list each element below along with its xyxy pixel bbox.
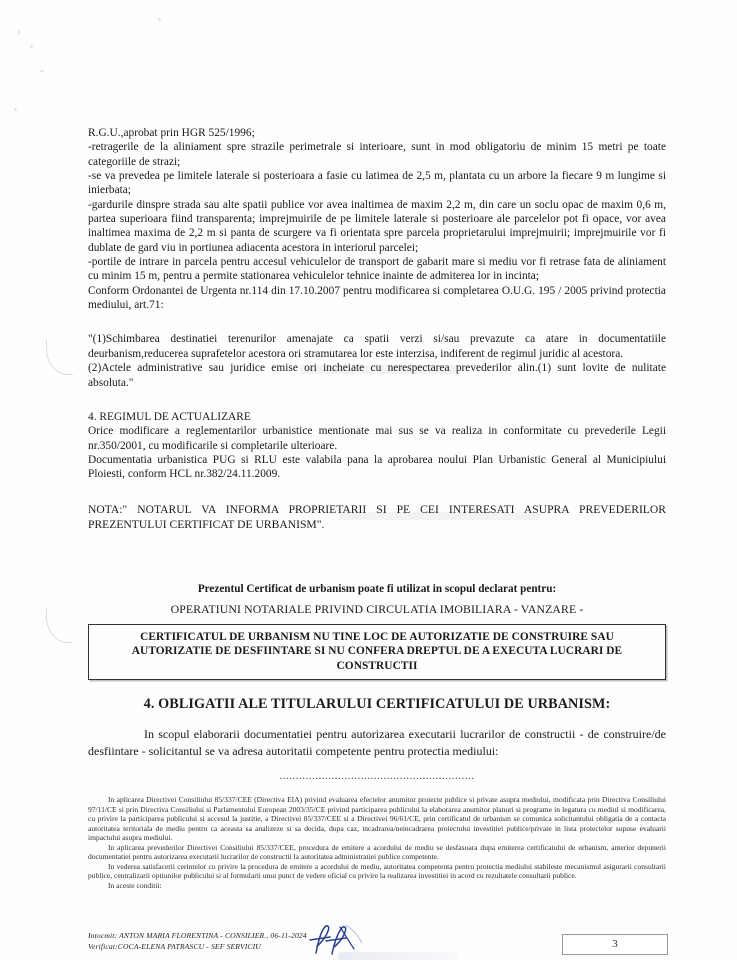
quote-line: "(1)Schimbarea destinatiei terenurilor amenajate ca spatii verzi si/sau prevazute ca atare in documentatiile deurbanism,reducerea suprafetelor acestora ori stramutarea lor este interzisa, indiferent de regimul juridic al acestora.: [88, 333, 666, 360]
section-heading: 4. REGIMUL DE ACTUALIZARE: [88, 410, 251, 423]
footer-stamp-smudge: [338, 952, 458, 960]
legal-quote-block: [88, 332, 666, 389]
fineprint-paragraph: [88, 881, 666, 891]
prepared-by-line: Intocmit: ANTON MARIA FLORENTINA - CONSILIER., 06-11-2024: [88, 931, 307, 940]
regulations-block: [88, 126, 666, 312]
fineprint-paragraph: [88, 843, 666, 862]
document-content: [88, 126, 666, 890]
dotted-fill-line: ............................................................: [279, 770, 475, 783]
quote-line: (2)Actele administrative sau juridice emise ori incheiate cu nerespectarea prevederilor alin.(1) sunt lovite de nulitate absoluta.": [88, 362, 666, 389]
scan-speck: [18, 30, 20, 35]
spacer: [88, 532, 666, 562]
verified-by-line: Verificat:COCA-ELENA PATRASCU - SEF SERVICIU: [88, 942, 261, 951]
section-regimul-actualizare: [88, 410, 666, 482]
footer-signature-lines: [88, 930, 307, 952]
section4-heading: 4. OBLIGATII ALE TITULARULUI CERTIFICATULUI DE URBANISM:: [143, 696, 611, 713]
warning-text: CERTIFICATUL DE URBANISM NU TINE LOC DE AUTORIZATIE DE CONSTRUIRE SAU AUTORIZATIE DE DESFIINTARE SI NU CONFERA DREPTUL DE A EXECUTA LUCRARI DE CONSTRUCTII: [131, 630, 623, 672]
fineprint-text: In vederea satisfacerii cerintelor cu privire la procedura de emitere a acordului de mediu, autoritatea competenta pentru protectia mediului stabileste mecanismul asigurarii consultarii publice, centralizarii optiunilor publicului si al formularii unui punct de vedere oficial cu privire la realizarea investitiei in acord cu rezultatele consultarii publice.: [88, 861, 666, 881]
spacer: [88, 562, 666, 582]
scan-margin-artifact: [46, 340, 73, 375]
spacer: [88, 312, 666, 332]
section-line: Documentatia urbanistica PUG si RLU este valabila pana la aprobarea noului Plan Urbanistic General al Municipiului Ploiesti, conform HCL nr.382/24.11.2009.: [88, 453, 666, 481]
page-footer: [88, 930, 666, 960]
warning-box: [88, 624, 666, 681]
regulation-line: -se va prevedea pe limitele laterale si posterioara a fasie cu latimea de 2,5 m, plantata cu un arbore la fiecare 9 m lungime si inierbata;: [88, 170, 666, 197]
scan-speck: [14, 108, 17, 111]
section4-paragraph-text: In scopul elaborarii documentatiei pentru autorizarea executarii lucrarilor de constructii - de construire/de desfiintare - solicitantul se va adresa autoritatii competente pentru protectia mediului:: [88, 727, 666, 758]
fineprint-text: In aplicarea prevederilor Directivei Consiliului 85/337/CEE, procedura de emitere a acordului de mediu se desfasoara dupa emiterea certificatului de urbanism, anterior depunerii documentatiei pentru autorizarea executarii lucrarilor de constructii la autoritatea administratiei publice competente.: [88, 842, 666, 862]
regulation-line: -gardurile dinspre strada sau alte spatii publice vor avea inaltimea de maxim 2,2 m, din care un soclu opac de maxim 0,6 m, partea superioara fiind transparenta; imprejmuirile de pe limitele laterale si posterioare ale parcelelor pot fi opace, vor avea inaltimea maxima de 2,2 m si panta de scurgere va fi orientata spre parcela proprietarului imprejmuirii; imprejmuirile vor fi dublate de gard viu in portiunea adiacenta acestora in interiorul parcelei;: [88, 198, 666, 254]
scan-speck: [30, 45, 33, 48]
regulation-line: Conform Ordonantei de Urgenta nr.114 din 17.10.2007 pentru modificarea si completarea O.U.G. 195 / 2005 privind protectia mediului, art.71:: [88, 284, 666, 312]
scan-speck: [40, 70, 44, 72]
fineprint-text: In aplicarea Directivei Consiliului 85/337/CEE (Directiva EIA) privind evaluarea efectelor anumitor proiecte publice si private asupra mediului, modificata prin Directiva Consiliului 97/11/CE si prin Directiva Consiliului si Parlamentului European 2003/35/CE privind participarea publicului la elaborarea anumitor planuri si programe in legatura cu mediul si modificarea, cu privire la participarea publicului si accesul la justitie, a Directivei 85/337/CEE si a Directivei 96/61/CE, prin certificatul de urbanism se comunica solicitantului obligatia de a contacta autoritatea teritoriala de mediu pentru ca aceasta sa analizeze si sa decida, dupa caz, incadrarea/neincadrarea proiectului investitiei publice/private in lista proiectelor supuse evaluarii impactului asupra mediului.: [88, 795, 666, 843]
purpose-intro: Prezentul Certificat de urbanism poate fi utilizat in scopul declarat pentru:: [197, 582, 557, 595]
purpose-value: OPERATIUNI NOTARIALE PRIVIND CIRCULATIA IMOBILIARA - VANZARE -: [170, 601, 584, 616]
page-number: 3: [612, 938, 618, 950]
fineprint-block: [88, 795, 666, 890]
regulation-line: R.G.U.,aprobat prin HGR 525/1996;: [88, 127, 255, 139]
section4-paragraph: [88, 726, 666, 759]
fineprint-paragraph: [88, 862, 666, 881]
spacer: [88, 390, 666, 410]
regulation-line: -retragerile de la aliniament spre strazile perimetrale si interioare, sunt in mod obligatoriu de minim 15 metri pe toate categoriile de strazi;: [88, 141, 666, 168]
spacer: [88, 482, 666, 502]
fineprint-text: In aceste conditii:: [108, 880, 162, 890]
nota-text: NOTA:" NOTARUL VA INFORMA PROPRIETARII SI PE CEI INTERESATI ASUPRA PREVEDERILOR PREZENTULUI CERTIFICAT DE URBANISM".: [88, 502, 666, 531]
scan-speck: [158, 18, 161, 21]
section-line: Orice modificare a reglementarilor urbanistice mentionate mai sus se va realiza in conformitate cu prevederile Legii nr.350/2001, cu modificarile si completarile ulterioare.: [88, 425, 666, 452]
scan-margin-artifact: [46, 608, 73, 643]
page-number-box: [562, 934, 668, 955]
regulation-line: -portile de intrare in parcela pentru accesul vehiculelor de transport de gabarit mare si mediu vor fi retrase fata de aliniament cu minim 15 m, pentru a permite stationarea vehiculelor tehnice inainte de admiterea lor in incinta;: [88, 256, 666, 283]
fineprint-paragraph: [88, 795, 666, 843]
